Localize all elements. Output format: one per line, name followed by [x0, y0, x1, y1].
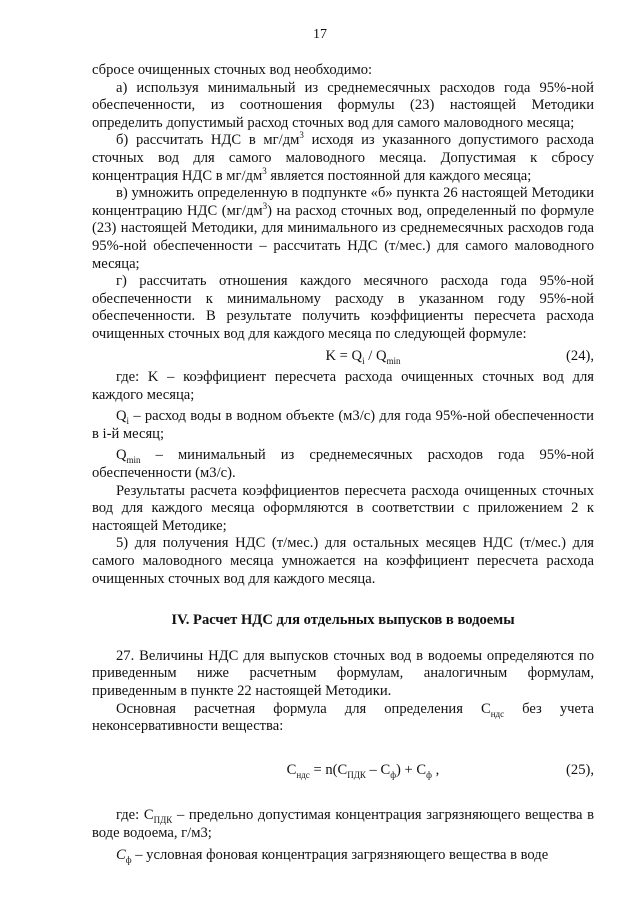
page-number: 17: [313, 27, 327, 42]
paragraph-27: 27. Величины НДС для выпусков сточных вод в водоемы определяются по приведенным ниже расчетным формулам, аналогичным формулам, приведенным в пункте 22 настоящей Методики.: [92, 647, 594, 699]
where-qmin: $Q_{min}$ – минимальный из среднемесячных расходов года 95%-ной обеспеченности (м3/с).: [92, 447, 594, 482]
paragraph-results: Результаты расчета коэффициентов пересчета расхода очищенных сточных вод для каждого месяца оформляются в соответствии с приложением 2 к настоящей Методике;: [92, 482, 594, 534]
item-a: а) используя минимальный из среднемесячных расходов года 95%-ной обеспеченности, из соотношения формулы (23) настоящей Методики определить допустимый расход сточных вод для самого маловодного месяца;: [92, 79, 594, 131]
paragraph-main-formula: Основная расчетная формула для определения $C_{ндс}$ без учета неконсервативности вещества:: [92, 700, 594, 735]
where-k: где: K – коэффициент пересчета расхода очищенных сточных вод для каждого месяца;: [92, 369, 594, 403]
item-g: г) рассчитать отношения каждого месячного расхода года 95%-ной обеспеченности к минимальному расходу в указанном году 95%-ной обеспеченности. В результате получить коэффициенты пересчета расхода очищенных сточных вод для каждого месяца по следующей формуле:: [92, 273, 594, 342]
document-body: [92, 62, 594, 864]
where-cpdk: где: $C_{ПДК}$ – предельно допустимая концентрация загрязняющего вещества в воде водоема, г/м3;: [92, 807, 594, 841]
where-qi: $Q_i$ – расход воды в водном объекте (м3/с) для года 95%-ной обеспеченности в i-й месяц;: [92, 408, 594, 442]
item-v: в) умножить определенную в подпункте «б» пункта 26 настоящей Методики концентрацию НДС $(мг/дм^3)$ на расход сточных вод, определенный по формуле (23) настоящей Методики, для минимального из среднемесячных расходов года 95%-ной обеспеченности – рассчитать НДС (т/мес.) для самого маловодного месяца;: [92, 185, 594, 272]
section-heading: IV. Расчет НДС для отдельных выпусков в водоемы: [171, 612, 515, 629]
item-b: б) рассчитать НДС в $мг/дм^3$ исходя из указанного допустимого расхода сточных вод для самого маловодного месяца. Допустимая к сбросу концентрация НДС в $мг/дм^3$ является постоянной для каждого месяца;: [92, 130, 594, 184]
equation-number-24: (24),: [566, 347, 594, 364]
item-5: 5) для получения НДС (т/мес.) для остальных месяцев НДС (т/мес.) для самого маловодного месяца умножается на коэффициент пересчета расхода очищенных сточных вод для каждого месяца.: [92, 535, 594, 587]
formula-25: $C_{ндс} = n(C_{ПДК} - C_ф) + C_ф$ , (25),: [286, 761, 594, 780]
where-cf: $C_ф$ – условная фоновая концентрация загрязняющего вещества в воде: [116, 846, 549, 865]
formula-24: $K = Q_i / Q_{min}$ (24),: [325, 347, 594, 366]
equation-number-25: (25),: [566, 761, 594, 778]
paragraph-intro: сбросе очищенных сточных вод необходимо:: [92, 62, 373, 78]
